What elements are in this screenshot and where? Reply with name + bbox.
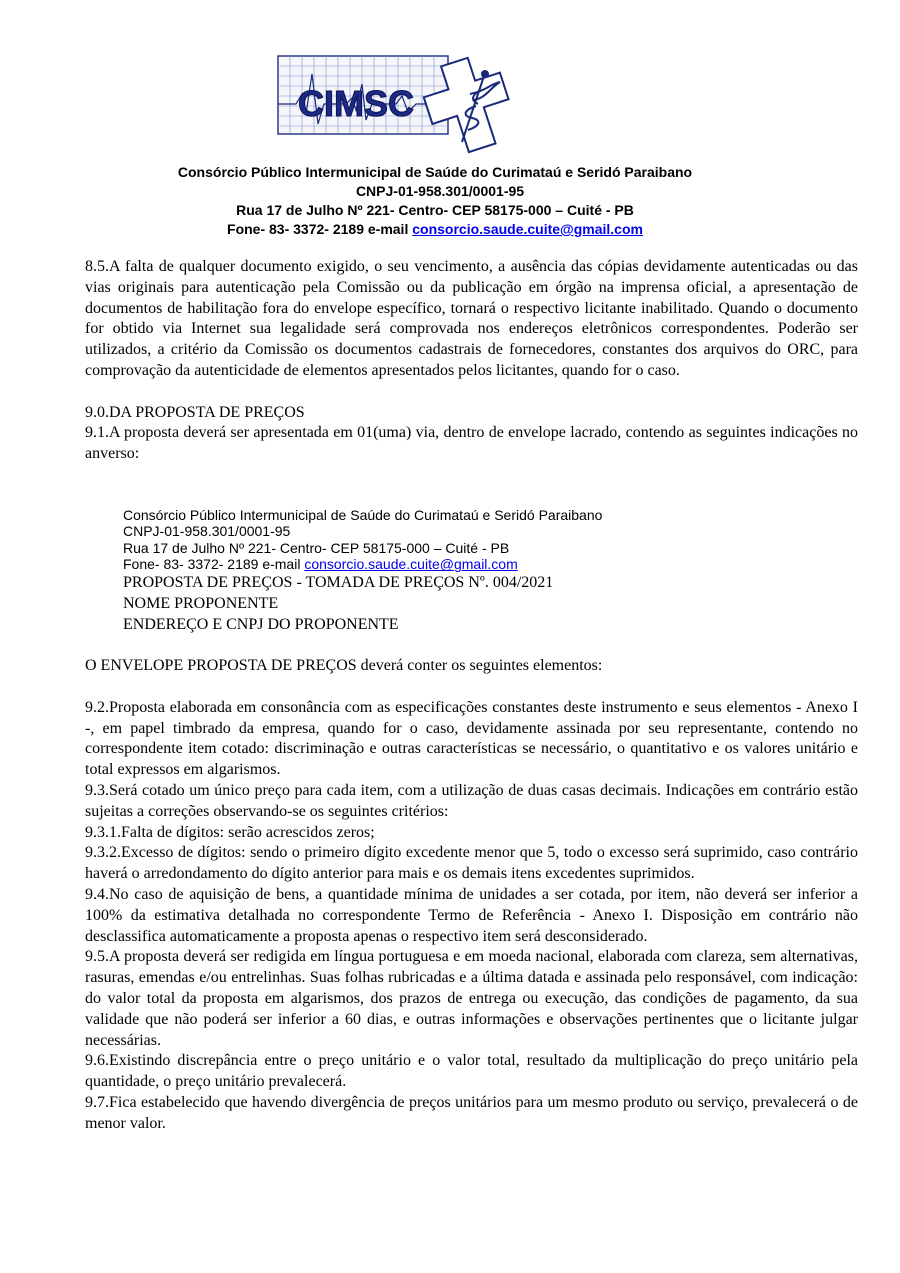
envelope-org-name: Consórcio Público Intermunicipal de Saúde do Curimataú e Seridó Paraibano	[123, 506, 603, 523]
envelope-label-block	[123, 507, 858, 635]
clause-9-2: 9.2.Proposta elaborada em consonância com as especificações constantes deste instrumento e seus elementos - Anexo I -, em papel timbrado da empresa, quando for o caso, devidamente assinada por seu representante, contendo no correspondente item cotado: discriminação e outras características se necessário, o quantitativo e os valores unitário e total expressos em algarismos.	[85, 698, 858, 779]
header-contact	[0, 220, 900, 239]
clause-9-3-2: 9.3.2.Excesso de dígitos: sendo o primeiro dígito excedente menor que 5, todo o excesso será suprimido, caso contrário haverá o arredondamento do dígito anterior para mais e os demais itens excedentes suprimidos.	[85, 844, 858, 883]
clause-9-4: 9.4.No caso de aquisição de bens, a quantidade mínima de unidades a ser cotada, por item, não deverá ser inferior a 100% da estimativa detalhada no correspondente Termo de Referência - Anexo I. Disposição em contrário não desclassifica automaticamente a proposta apenas o respectivo item será desconsiderado.	[85, 885, 858, 945]
clause-8-5: 8.5.A falta de qualquer documento exigido, o seu vencimento, a ausência das cópias devidamente autenticadas ou das vias originais para autenticação pela Comissão ou da publicação em órgão na imprensa oficial, a apresentação de documentos de habilitação fora do envelope específico, tornará o respectivo licitante inabilitado. Quando o documento for obtido via Internet sua legalidade será comprovada nos endereços eletrônicos correspondentes. Poderão ser utilizados, a critério da Comissão os documentos cadastrais de fornecedores, constantes dos arquivos do ORC, para comprovação da autenticidade de elementos apresentados pelos licitantes, quando for o caso.	[85, 258, 858, 379]
envelope-bidder-address: ENDEREÇO E CNPJ DO PROPONENTE	[123, 615, 399, 633]
letterhead	[0, 163, 900, 239]
envelope-elements-intro: O ENVELOPE PROPOSTA DE PREÇOS deverá conter os seguintes elementos:	[85, 657, 603, 675]
header-email-link[interactable]: consorcio.saude.cuite@gmail.com	[412, 221, 643, 237]
document-body	[85, 257, 858, 1134]
header-cnpj: CNPJ-01-958.301/0001-95	[355, 183, 525, 199]
cimsc-logo	[276, 54, 542, 160]
envelope-email-link[interactable]: consorcio.saude.cuite@gmail.com	[304, 556, 518, 573]
clause-9-3: 9.3.Será cotado um único preço para cada item, com a utilização de duas casas decimais. Indicações em contrário estão sujeitas a correções observando-se os seguintes critérios:	[85, 781, 858, 820]
clause-9-5: 9.5.A proposta deverá ser redigida em língua portuguesa e em moeda nacional, elaborada com clareza, sem alternativas, rasuras, emendas e/ou entrelinhas. Suas folhas rubricadas e a última datada e assinada pelo responsável, com indicação: do valor total da proposta em algarismos, dos prazos de entrega ou execução, das condições de pagamento, da sua validade que não poderá ser inferior a 60 dias, e outras informações e observações pertinentes que o licitante julgar necessárias.	[85, 948, 858, 1049]
header-phone: Fone- 83- 3372- 2189 e-mail	[227, 221, 413, 237]
clause-9-6: 9.6.Existindo discrepância entre o preço unitário e o valor total, resultado da multiplicação do preço unitário pela quantidade, o preço unitário prevalecerá.	[85, 1052, 858, 1091]
envelope-cnpj: CNPJ-01-958.301/0001-95	[123, 523, 291, 540]
envelope-phone: Fone- 83- 3372- 2189 e-mail	[123, 556, 305, 573]
envelope-bidder-name: NOME PROPONENTE	[123, 594, 279, 612]
section-9-0-heading: 9.0.DA PROPOSTA DE PREÇOS	[85, 403, 305, 421]
clause-9-7: 9.7.Fica estabelecido que havendo divergência de preços unitários para um mesmo produto ou serviço, prevalecerá o de menor valor.	[85, 1093, 858, 1132]
clause-9-3-1: 9.3.1.Falta de dígitos: serão acrescidos zeros;	[85, 823, 375, 841]
envelope-contact	[123, 556, 858, 573]
logo-text: CIMSC	[298, 83, 414, 124]
header-org-name: Consórcio Público Intermunicipal de Saúde do Curimataú e Seridó Paraibano	[177, 164, 693, 180]
envelope-proposal-title: PROPOSTA DE PREÇOS - TOMADA DE PREÇOS Nº. 004/2021	[123, 573, 554, 591]
header-address: Rua 17 de Julho Nº 221- Centro- CEP 58175-000 – Cuité - PB	[236, 202, 634, 218]
clause-9-1: 9.1.A proposta deverá ser apresentada em 01(uma) via, dentro de envelope lacrado, contendo as seguintes indicações no anverso:	[85, 424, 858, 463]
envelope-address: Rua 17 de Julho Nº 221- Centro- CEP 58175-000 – Cuité - PB	[123, 539, 510, 556]
